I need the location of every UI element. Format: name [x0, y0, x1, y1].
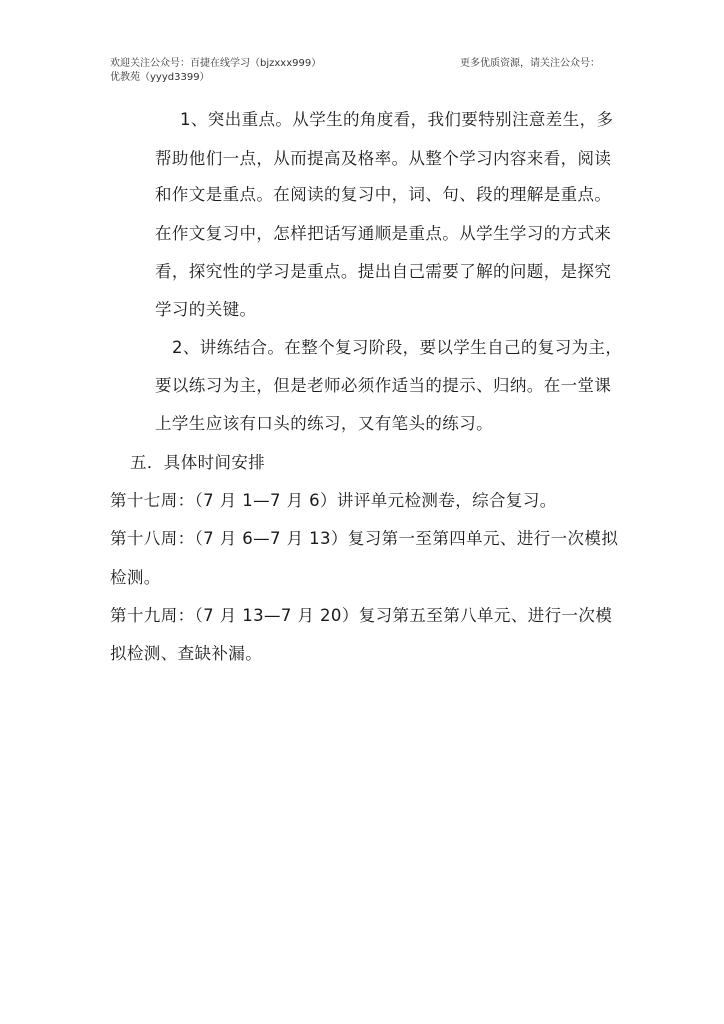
schedule-week18-line2: 检测。: [110, 568, 161, 587]
section1-line-1: 1、突出重点。从学生的角度看，我们要特别注意差生，多: [180, 110, 614, 129]
schedule-week17: 第十七周：（7 月 1—7 月 6）讲评单元检测卷，综合复习。: [110, 491, 557, 510]
section1-line-3: 和作文是重点。在阅读的复习中，词、句、段的理解是重点。: [155, 185, 612, 204]
section1-line-2: 帮助他们一点，从而提高及格率。从整个学习内容来看，阅读: [155, 149, 612, 168]
section2-line-3: 上学生应该有口头的练习，又有笔头的练习。: [155, 414, 493, 433]
section2-line-2: 要以练习为主，但是老师必须作适当的提示、归纳。在一堂课: [155, 376, 612, 395]
section1-line-4: 在作文复习中，怎样把话写通顺是重点。从学生学习的方式来: [155, 224, 612, 243]
section5-heading: 五．具体时间安排: [130, 453, 266, 472]
section1-line-6: 学习的关键。: [155, 300, 257, 319]
schedule-week19-line2: 拟检测、查缺补漏。: [110, 644, 263, 663]
header-right-line1: 更多优质资源，请关注公众号：: [460, 58, 600, 69]
header-left-line2: 优教苑（yyyd3399）: [110, 72, 210, 83]
schedule-week19-line1: 第十九周：（7 月 13—7 月 20）复习第五至第八单元、进行一次模: [110, 606, 613, 625]
schedule-week18-line1: 第十八周：（7 月 6—7 月 13）复习第一至第四单元、进行一次模拟: [110, 529, 619, 548]
section2-line-1: 2、讲练结合。在整个复习阶段，要以学生自己的复习为主，: [172, 338, 623, 357]
header-left-line1: 欢迎关注公众号：百捷在线学习（bjzxxx999）: [110, 58, 322, 69]
section1-line-5: 看，探究性的学习是重点。提出自己需要了解的问题，是探究: [155, 262, 612, 281]
